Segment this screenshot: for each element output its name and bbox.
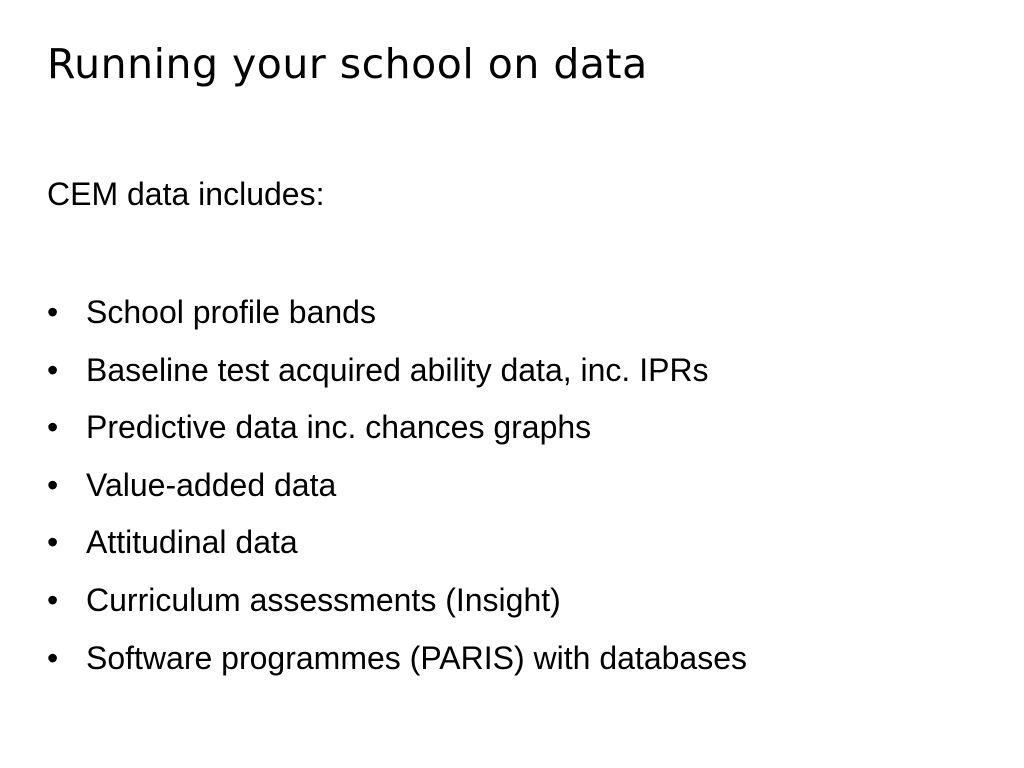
bullet-icon: • xyxy=(47,466,59,503)
bullet-icon: • xyxy=(47,581,59,618)
list-item-text: Predictive data inc. chances graphs xyxy=(86,409,592,446)
bullet-icon: • xyxy=(47,524,59,561)
list-item-text: Curriculum assessments (Insight) xyxy=(86,581,561,618)
intro-text: CEM data includes: xyxy=(47,176,325,212)
list-item-text: Software programmes (PARIS) with databases xyxy=(86,639,747,676)
list-item-text: Baseline test acquired ability data, inc. IPRs xyxy=(86,351,709,388)
bullet-icon: • xyxy=(47,409,59,446)
list-item-text: School profile bands xyxy=(86,294,376,330)
list-item-text: Value-added data xyxy=(86,466,337,503)
bullet-icon: • xyxy=(47,351,59,388)
bullet-icon: • xyxy=(47,639,59,676)
bullet-icon: • xyxy=(47,294,59,330)
list-item-text: Attitudinal data xyxy=(86,524,298,561)
slide-title: Running your school on data xyxy=(47,40,648,88)
